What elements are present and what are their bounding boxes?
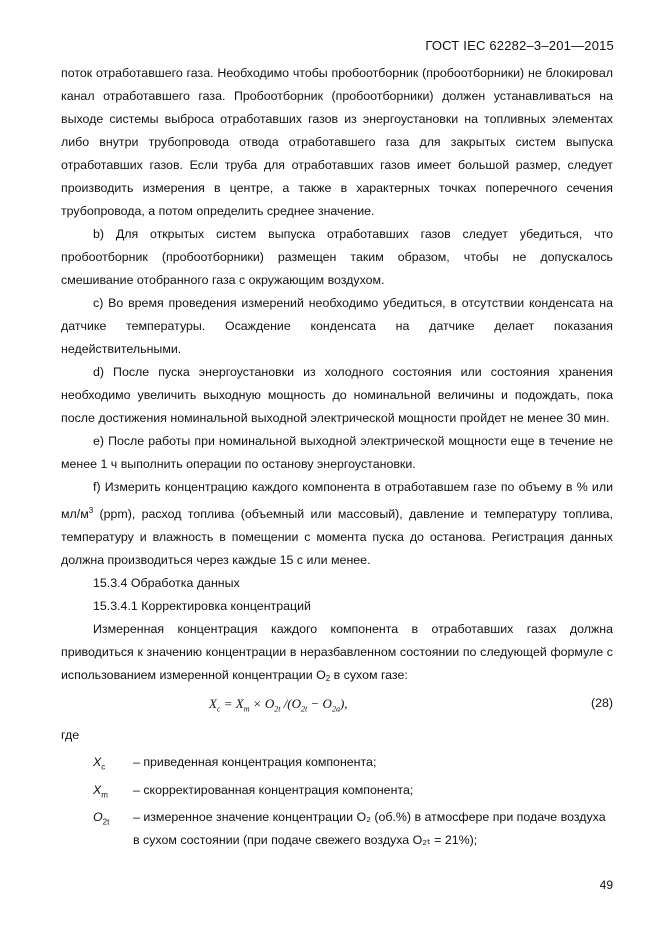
- definition-xm: [61, 779, 613, 806]
- formula-28: [61, 692, 613, 718]
- definition-text: – приведенная концентрация компонента;: [133, 755, 377, 770]
- paragraph-measured-concentration: Измеренная концентрация каждого компонента в отработавших газах должна приводиться к значению концентрации в неразбавленном состоянии по следующей формуле с использованием измеренной концентрации O2 в сухом газе:: [61, 622, 613, 684]
- paragraph-c: c) Во время проведения измерений необходимо убедиться, в отсутствии конденсата на датчике температуры. Осаждение конденсата на датчике делает показания недействительными.: [61, 296, 613, 356]
- definition-o2t: [61, 806, 613, 852]
- paragraph-d: d) После пуска энергоустановки из холодного состояния или состояния хранения необходимо увеличить выходную мощность до номинальной величины и подождать, пока после достижения номинальной выходной электрической мощности пройдет не менее 30 мин.: [61, 365, 613, 425]
- definition-symbol: $O_{2t}$: [93, 810, 110, 827]
- definition-symbol: $X_c$: [93, 755, 106, 772]
- where-label: где: [61, 728, 80, 743]
- section-heading-concentration-correction: 15.3.4.1 Корректировка концентраций: [93, 599, 311, 614]
- paragraph-e: e) После работы при номинальной выходной электрической мощности еще в течение не менее 1 ч выполнить операции по останову энергоустановки.: [61, 434, 613, 471]
- definition-symbol: $X_m$: [93, 782, 108, 800]
- formula-expression: $X_c = X_m \times O_{2t}$ $/(O_{2t} - O_{2a})$,: [209, 696, 348, 714]
- document-header: ГОСТ IEC 62282–3–201—2015: [425, 38, 614, 53]
- paragraph-sampler-placement: поток отработавшего газа. Необходимо чтобы пробоотборник (пробоотборники) не блокировал канал отработавшего газа. Пробоотборник (пробоотборники) должен устанавливаться на выходе системы выброса отработавших газов из энергоустановки на топливных элементах либо внутри трубопровода отвода отработавшего газа для закрытых систем выпуска отработавших газов. Если труба для отработавших газов имеет большой размер, следует производить измерения в центре, а также в характерных точках поперечного сечения трубопровода, а потом определить среднее значение.: [61, 66, 613, 218]
- definition-text: – измеренное значение концентрации O₂ (об.%) в атмосфере при подаче воздуха в сухом состоянии (при подаче свежего воздуха O₂ₜ = 21%);: [133, 810, 606, 848]
- definition-xc: [61, 751, 613, 778]
- page-content: [61, 62, 613, 852]
- paragraph-f: f) Измерить концентрацию каждого компонента в отработавшем газе по объему в % или $мл/м^3$ (ppm), расход топлива (объемный или массовый), давление и температуру топлива, температуру и влажность в помещении с момента пуска до останова. Регистрация данных должна производиться через каждые 15 с или менее.: [61, 480, 613, 568]
- section-heading-data-processing: 15.3.4 Обработка данных: [93, 576, 240, 591]
- page-number: 49: [599, 878, 613, 892]
- paragraph-b: b) Для открытых систем выпуска отработавших газов следует убедиться, что пробоотборник (пробоотборники) размещен таким образом, чтобы не допускалось смешивание отобранного газа с окружающим воздухом.: [61, 227, 613, 287]
- definition-text: – скорректированная концентрация компонента;: [133, 782, 414, 797]
- formula-number: (28): [590, 696, 613, 711]
